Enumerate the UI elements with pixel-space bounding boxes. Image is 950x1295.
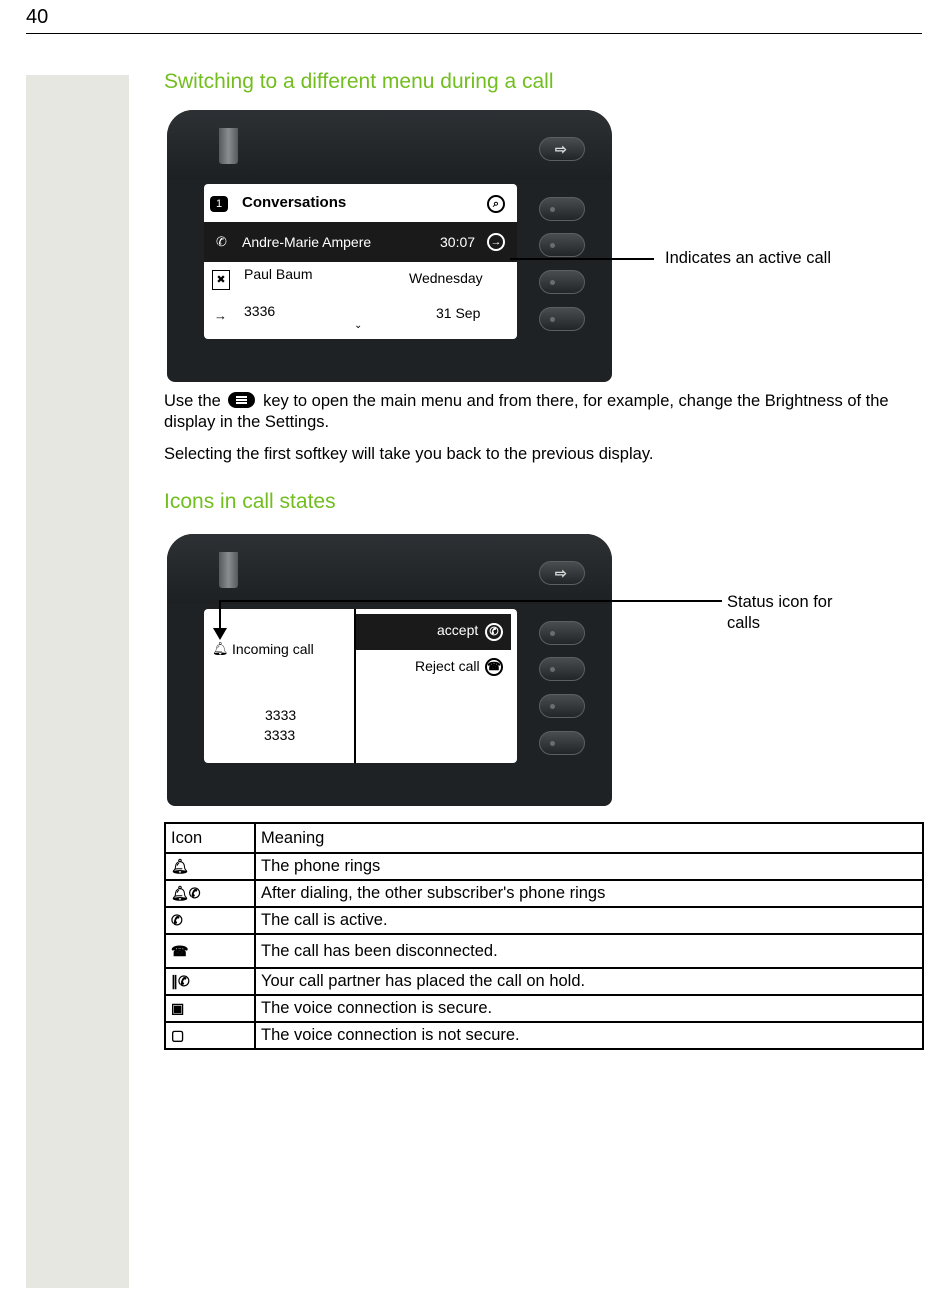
caller-number: 3333 [264, 727, 296, 743]
paragraph-main-menu [164, 391, 920, 433]
arrow-right-icon: → [487, 233, 505, 251]
lock-open-icon: ▢ [165, 1022, 255, 1049]
column-header-icon: Icon [165, 823, 255, 853]
meaning-cell: The call is active. [255, 907, 923, 934]
meaning-cell: The voice connection is not secure. [255, 1022, 923, 1049]
softkey-1[interactable] [539, 197, 585, 221]
callout-arrow-head [213, 628, 227, 640]
conversation-row[interactable] [204, 262, 517, 298]
tab-badge: 1 [210, 196, 228, 212]
softkey-1[interactable] [539, 621, 585, 645]
page-number: 40 [26, 6, 49, 28]
table-header-row [165, 823, 923, 853]
active-call-icon: ✆ [216, 234, 227, 249]
callout-status-icon [727, 592, 832, 634]
lock-closed-icon: ▣ [165, 995, 255, 1022]
softkey-2[interactable] [539, 657, 585, 681]
reject-option[interactable] [356, 650, 511, 686]
exit-icon: ⇨ [555, 141, 567, 157]
reject-call-icon: ☎ [485, 658, 503, 676]
callout-active-call: Indicates an active call [665, 249, 832, 267]
softkey-2[interactable] [539, 233, 585, 257]
para-text-after: key to open the main menu and from there, for example, change the Brightness of the display in the Settings. [164, 392, 889, 431]
meaning-cell: The phone rings [255, 853, 923, 880]
call-date: 31 Sep [436, 305, 481, 321]
meaning-cell: The voice connection is secure. [255, 995, 923, 1022]
handset-hook [219, 546, 238, 588]
accept-option[interactable] [356, 614, 511, 650]
conversation-row[interactable] [204, 298, 517, 334]
callout-line-status [220, 600, 722, 602]
callout-arrow-stem [219, 600, 221, 630]
softkey-4[interactable] [539, 731, 585, 755]
table-row [165, 1022, 923, 1049]
column-header-meaning: Meaning [255, 823, 923, 853]
meaning-cell: After dialing, the other subscriber's phone rings [255, 880, 923, 907]
callout-line-active [510, 258, 654, 260]
callout-line-1: Status icon for [727, 593, 833, 611]
hold-icon: ∥✆ [165, 968, 255, 995]
section-heading-icons: Icons in call states [164, 490, 336, 513]
menu-key-icon [228, 392, 255, 408]
contact-name: Andre-Marie Ampere [242, 234, 372, 250]
table-row [165, 880, 923, 907]
display-header [204, 184, 517, 222]
softkey-3[interactable] [539, 270, 585, 294]
handset-hook [219, 122, 238, 164]
para-text-before: Use the [164, 392, 221, 410]
display-title: Conversations [242, 194, 347, 211]
table-row [165, 934, 923, 968]
active-call-icon: ✆ [165, 907, 255, 934]
exit-icon: ⇨ [555, 565, 567, 581]
outgoing-call-icon: → [214, 308, 227, 323]
call-duration: 30:07 [440, 234, 476, 250]
call-date: Wednesday [409, 270, 483, 286]
contact-name: Paul Baum [244, 266, 313, 282]
accept-label: accept [437, 622, 479, 638]
disconnected-icon: ☎ [165, 934, 255, 968]
contact-name: 3336 [244, 303, 276, 319]
call-state-icons-table [164, 822, 924, 1050]
caller-number: 3333 [265, 707, 297, 723]
phone-display [204, 609, 517, 763]
meaning-cell: Your call partner has placed the call on hold. [255, 968, 923, 995]
exit-key[interactable] [539, 137, 585, 161]
conversation-row-active[interactable] [204, 222, 517, 262]
table-row [165, 995, 923, 1022]
bell-icon: 🔔︎ [212, 641, 229, 656]
search-icon: ⌕ [487, 195, 505, 213]
phone-illustration-conversations [167, 110, 612, 382]
table-row [165, 853, 923, 880]
paragraph-first-softkey: Selecting the first softkey will take you back to the previous display. [164, 445, 654, 463]
handset-icon: ✆ [485, 623, 503, 641]
section-heading-menu: Switching to a different menu during a call [164, 70, 554, 93]
header-rule [26, 33, 922, 34]
contact-picture-icon: ✖ [212, 270, 230, 290]
table-row [165, 907, 923, 934]
reject-label: Reject call [415, 658, 480, 674]
softkey-3[interactable] [539, 694, 585, 718]
callout-line-2: calls [727, 614, 761, 632]
margin-sidebar [26, 75, 129, 1288]
bell-handset-icon: 🔔︎✆ [165, 880, 255, 907]
meaning-cell: The call has been disconnected. [255, 934, 923, 968]
chevron-down-icon: ⌄ [354, 320, 363, 331]
phone-display [204, 184, 517, 339]
phone-illustration-incoming [167, 534, 612, 806]
call-status-text: Incoming call [232, 641, 314, 657]
bell-icon: 🔔︎ [165, 853, 255, 880]
exit-key[interactable] [539, 561, 585, 585]
softkey-4[interactable] [539, 307, 585, 331]
table-row [165, 968, 923, 995]
